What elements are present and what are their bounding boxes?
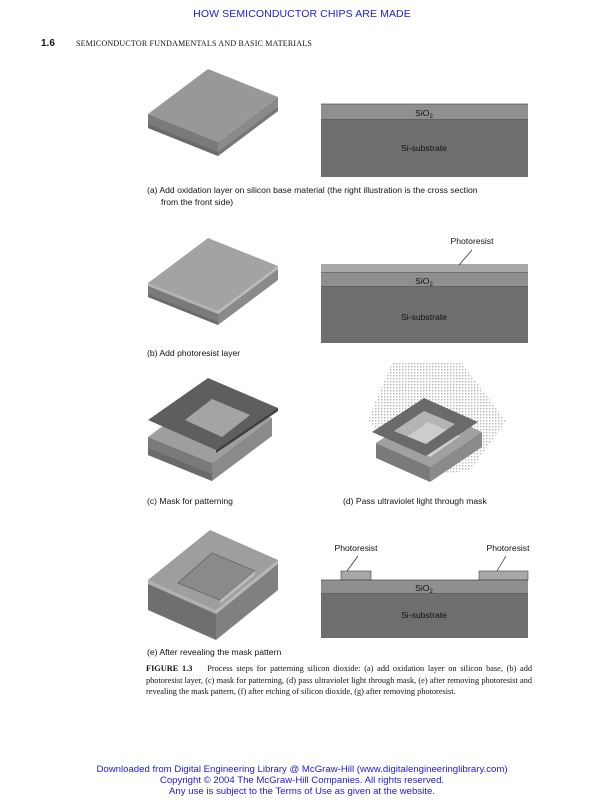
figure-caption-text: Process steps for patterning silicon dioxide: (a) add oxidation layer on silicon base, (b) add photoresist layer, (c) mask for patterning, (d) pass ultraviolet light through mask, (e) after removing photoresist and revealing the mask pattern, (f) after etching of silicon dioxide, (g) after removing photoresist.: [146, 664, 533, 697]
photoresist-pointer-e-left: [347, 556, 358, 571]
panel-c-caption: (c) Mask for patterning: [147, 496, 233, 506]
panel-a-cross-section: [321, 104, 528, 177]
footer: [0, 765, 604, 797]
panel-a-caption-cont: from the front side): [161, 197, 234, 207]
photoresist-label-b: Photoresist: [450, 236, 494, 246]
photoresist-label-e-right: Photoresist: [486, 543, 530, 553]
photoresist-pointer-b: [459, 250, 472, 265]
section-title: SEMICONDUCTOR FUNDAMENTALS AND BASIC MATERIALS: [76, 39, 312, 48]
panel-e-caption: (e) After revealing the mask pattern: [147, 647, 282, 657]
panel-a-block: [148, 69, 278, 156]
si-substrate-label-e: Si-substrate: [401, 610, 447, 620]
photoresist-label-e-left: Photoresist: [334, 543, 378, 553]
figure-caption-label: FIGURE 1.3: [146, 664, 193, 673]
sio2-label-e: SiO$_2$: [415, 583, 433, 595]
page-number: 1.6: [41, 38, 55, 49]
footer-download-link[interactable]: Downloaded from Digital Engineering Library @ McGraw-Hill (www.digitalengineeringlibrary.com): [96, 764, 508, 775]
panel-d-caption: (d) Pass ultraviolet light through mask: [343, 496, 487, 506]
panel-a-caption: (a) Add oxidation layer on silicon base material (the right illustration is the cross section: [147, 185, 478, 195]
sio2-label-a: SiO$_2$: [415, 108, 433, 120]
footer-terms[interactable]: Any use is subject to the Terms of Use as given at the website.: [169, 785, 435, 797]
panel-b-block: [148, 238, 278, 325]
panel-e-cross-section: [321, 543, 530, 638]
footer-copyright: Copyright © 2004 The McGraw-Hill Companies. All rights reserved.: [159, 774, 445, 786]
sio2-label-b: SiO$_2$: [415, 276, 433, 288]
photoresist-pointer-e-right: [497, 556, 506, 571]
panel-b-caption: (b) Add photoresist layer: [147, 348, 241, 358]
panel-e-block: [148, 530, 278, 640]
si-substrate-label-a: Si-substrate: [401, 143, 447, 153]
running-title: HOW SEMICONDUCTOR CHIPS ARE MADE: [193, 8, 411, 20]
figure-caption: [146, 663, 532, 698]
si-substrate-label-b: Si-substrate: [401, 312, 447, 322]
panel-b-cross-section: [321, 236, 528, 343]
